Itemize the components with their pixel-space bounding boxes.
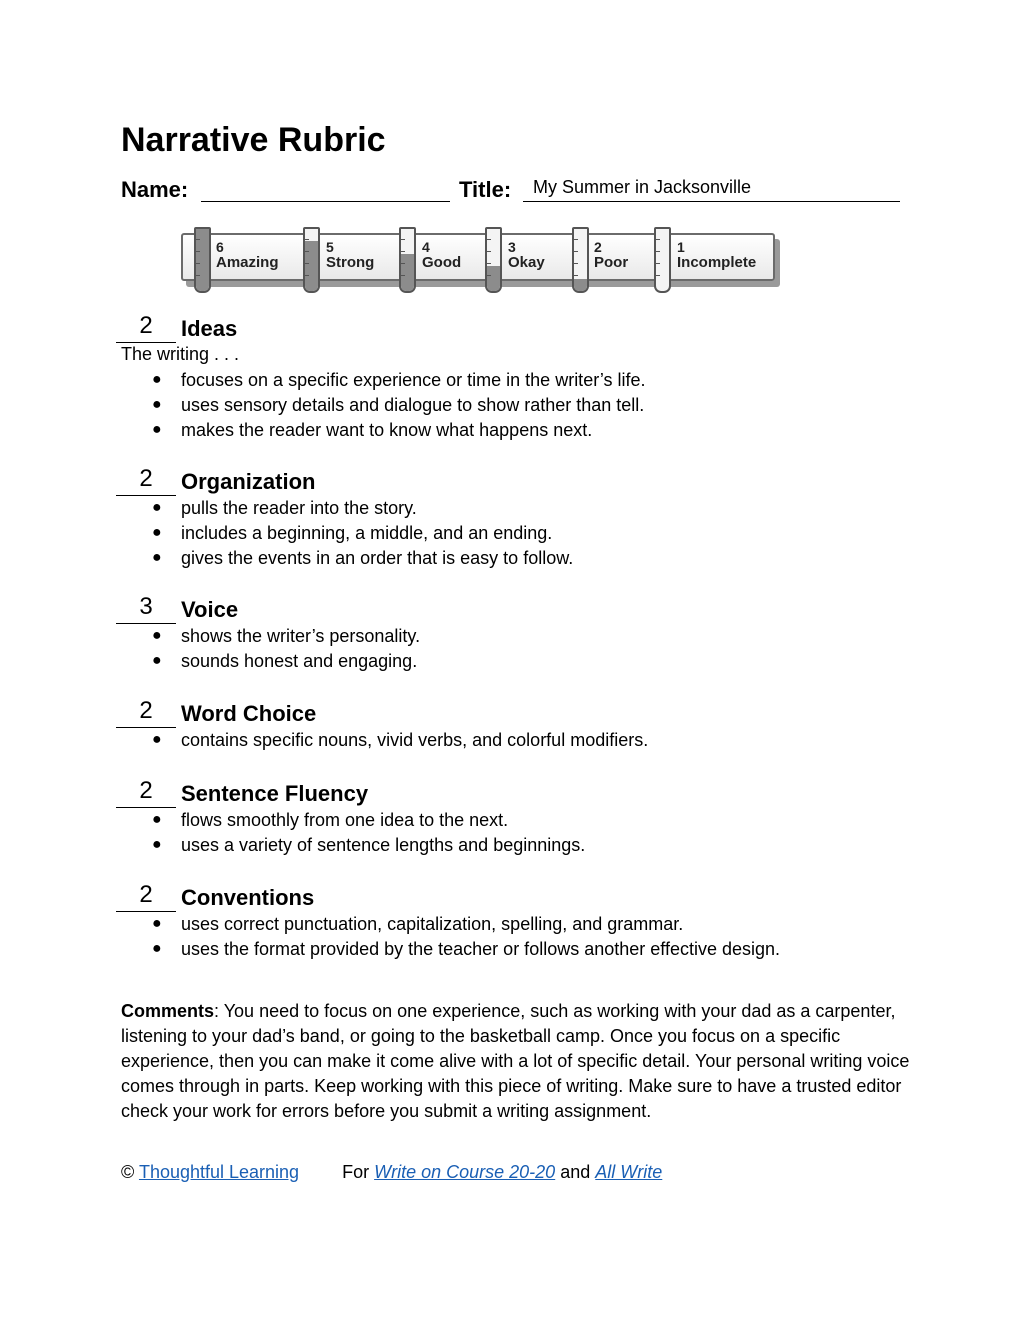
scale-tube-5 xyxy=(303,227,320,293)
criteria-list xyxy=(116,625,420,675)
criteria-item: ● focuses on a specific experience or time in the writer’s life. xyxy=(152,370,646,390)
scale-tube-4 xyxy=(399,227,416,293)
section-heading: Word Choice xyxy=(181,701,317,726)
criteria-item: ● includes a beginning, a middle, and an ending. xyxy=(152,522,553,543)
bullet-icon: ● xyxy=(152,627,162,644)
bullet-icon: ● xyxy=(152,731,162,748)
criteria-item: ● uses a variety of sentence lengths and beginnings. xyxy=(152,834,586,855)
score-value: 2 xyxy=(139,777,153,804)
bullet-icon: ● xyxy=(152,811,162,828)
scale-label-3: 3 Okay xyxy=(508,239,545,271)
footer-and-text: and xyxy=(560,1162,591,1182)
bullet-icon: ● xyxy=(152,915,162,932)
criteria-list xyxy=(116,913,780,963)
criteria-list xyxy=(116,369,646,443)
scale-tube-1 xyxy=(654,227,671,293)
criteria-item: ● shows the writer’s personality. xyxy=(152,626,421,646)
title-field xyxy=(523,201,900,202)
section-intro: The writing . . . xyxy=(121,344,240,364)
scale-label-1: 1 Incomplete xyxy=(677,239,757,271)
scale-tube-6 xyxy=(194,227,211,293)
bullet-icon: ● xyxy=(152,548,162,566)
bullet-icon: ● xyxy=(152,420,162,438)
footer xyxy=(121,1161,662,1183)
section-heading: Organization xyxy=(181,469,316,494)
criteria-item: ● gives the events in an order that is easy to follow. xyxy=(152,547,574,568)
scale-label-2: 2 Poor xyxy=(594,239,629,271)
criteria-item: ● sounds honest and engaging. xyxy=(152,650,418,671)
name-label: Name: xyxy=(121,177,189,202)
criteria-item: ● flows smoothly from one idea to the next. xyxy=(152,810,509,830)
comments-label: Comments xyxy=(121,1001,215,1021)
criteria-item: ● uses sensory details and dialogue to show rather than tell. xyxy=(152,394,645,415)
criteria-item: ● makes the reader want to know what happens next. xyxy=(152,419,593,440)
section-heading: Ideas xyxy=(181,316,238,341)
section-heading: Sentence Fluency xyxy=(181,781,369,806)
comments-block xyxy=(121,999,911,1124)
write-on-course-link[interactable]: Write on Course 20-20 xyxy=(374,1162,556,1182)
criteria-list xyxy=(116,729,648,754)
section-heading: Voice xyxy=(181,597,239,622)
criteria-list xyxy=(116,497,573,571)
score-value: 2 xyxy=(139,881,153,908)
score-value: 2 xyxy=(139,465,153,492)
criteria-item: ● uses the format provided by the teacher or follows another effective design. xyxy=(152,938,781,959)
copyright-symbol: © xyxy=(121,1162,135,1182)
bullet-icon: ● xyxy=(152,395,162,413)
scale-tube-2 xyxy=(572,227,589,293)
criteria-item: ● contains specific nouns, vivid verbs, and colorful modifiers. xyxy=(152,730,649,750)
score-value: 2 xyxy=(139,312,153,339)
all-write-link[interactable]: All Write xyxy=(595,1162,663,1182)
section-heading: Conventions xyxy=(181,885,315,910)
bullet-icon: ● xyxy=(152,371,162,388)
bullet-icon: ● xyxy=(152,499,162,516)
title-value: My Summer in Jacksonville xyxy=(533,177,752,197)
name-field xyxy=(201,201,450,202)
page-title: Narrative Rubric xyxy=(121,121,386,159)
scale-label-6: 6 Amazing xyxy=(216,239,279,271)
criteria-item: ● uses correct punctuation, capitalization, spelling, and grammar. xyxy=(152,914,684,934)
scale-tube-3 xyxy=(485,227,502,293)
footer-for-text: For xyxy=(342,1162,370,1182)
bullet-icon: ● xyxy=(152,835,162,853)
criteria-list xyxy=(116,809,585,859)
thoughtful-learning-link[interactable]: Thoughtful Learning xyxy=(138,1162,300,1182)
score-value: 2 xyxy=(139,697,153,724)
bullet-icon: ● xyxy=(152,651,162,669)
scale-label-4: 4 Good xyxy=(422,239,462,271)
bullet-icon: ● xyxy=(152,523,162,541)
criteria-item: ● pulls the reader into the story. xyxy=(152,498,417,518)
bullet-icon: ● xyxy=(152,939,162,957)
title-label: Title: xyxy=(459,177,512,202)
rating-scale xyxy=(181,233,775,281)
score-value: 3 xyxy=(139,593,153,620)
scale-label-5: 5 Strong xyxy=(326,239,375,271)
comments-text: : You need to focus on one experience, such as working with your dad as a carpenter, listening to your dad’s band, or going to the basketball camp. Once you focus on a specific experience, then you can make it come alive with a lot of specific detail. Your personal writing voice comes through in parts. Keep working with this piece of writing. Make sure to have a trusted editor check your work for errors before you submit a writing assignment. xyxy=(121,1001,910,1121)
